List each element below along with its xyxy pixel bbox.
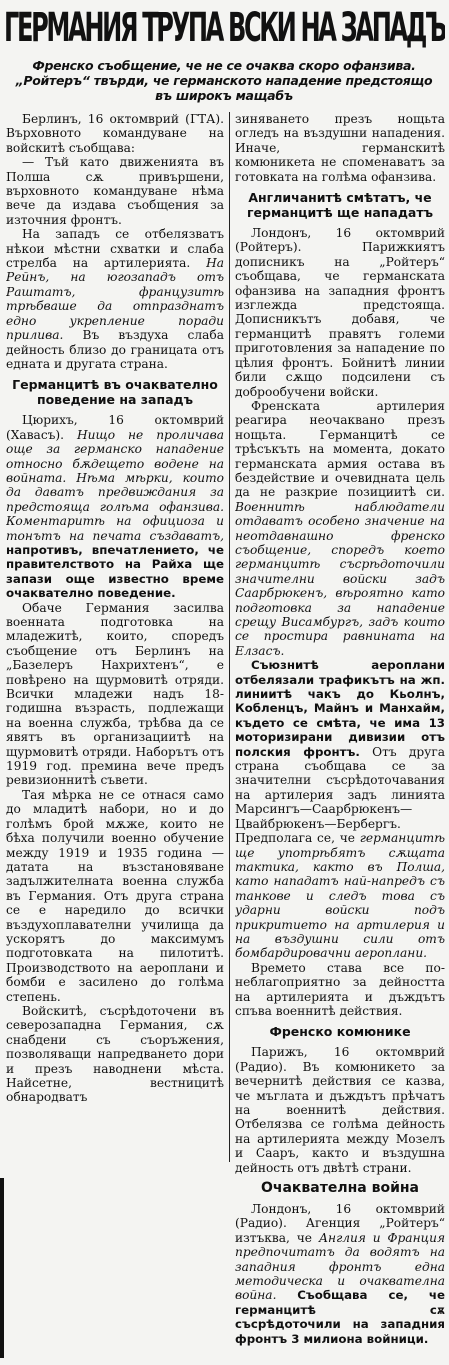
paragraph — [6, 112, 224, 155]
right-column — [235, 112, 445, 1360]
headline: ГЕРМАНИЯ ТРУПА ВСКИ НА ЗАПАДЪ — [4, 5, 445, 51]
paragraph — [235, 1202, 445, 1346]
paragraph-text: На западъ се отбелязватъ нѣкои мѣстни схватки и слаба стрелба на артилерията. — [6, 227, 224, 271]
paragraph-text: Френската артилерия реагира неочаквано презъ нощьта. Германцитѣ се трѣсъкъть на момента, докато германската армия остава въ бездействие и очевидната цель да не разкрие позициитѣ си. — [235, 398, 445, 500]
paragraph: Обаче Германия засилва военната подготовка на младежитѣ, които, споредъ съобщение отъ Берлинъ на „Базелеръ Нахрихтенъ“, е повѣрено на щурмовитѣ отряди. Всички младежи надъ 18-годишна възрасть, подлежащи на военна служба, трѣбва да се явятъ въ организациитѣ на щурмовитѣ отряди. Наборътъ отъ 1919 год. премина вече предъ ревизионнитѣ съвети. — [6, 600, 224, 788]
paragraph: — Тъй като движенията въ Полша сѫ привършени, върховното командуване нѣма вече да издава съобщения за източния фронтъ. — [6, 155, 224, 227]
subheadline: Френско съобщение, че не се очаква скоро офанзива. „Ройтеръ“ твърди, че германското нападение предстоящо въ широкъ мащабъ — [15, 58, 433, 103]
paragraph: Тая мѣрка не се отнася само до младитѣ набори, но и до голѣмъ брой мѫже, които не бѣха получили военно обучение между 1919 и 1935 година — датата на възстановяване задължителната военна служба въ Германия. Отъ друга страна се е наредило до всички въздухоплавателни училища да ускорятъ до максимумъ подготовката на пилотитѣ. Производството на аероплани и бомби е засилено до голѣма степень. — [6, 787, 224, 1004]
paragraph — [235, 399, 445, 658]
section-heading: Англичанитѣ смѣтатъ, че германцитѣ ще нападатъ — [246, 190, 434, 221]
dateline: Цюрихъ, 16 октомврий (Хавасъ). — [6, 413, 224, 442]
italic-text: Военнитѣ наблюдатели отдаватъ особено значение на неотдавнашно френско съобщение, споредъ което германцитѣ съсрѣдоточили значителни войски задъ Саарбрюкенъ, вѣроятно като подготовка за нападение срещу Висамбургъ, задъ които се простира равнината на Елзасъ. — [235, 499, 445, 658]
paragraph-text: Върховното командуване на войскитѣ съобщава: — [6, 126, 224, 155]
bold-text: напротивъ, впечатлението, че правителството на Райха ще запази още известно време очаквателно поведение. — [6, 542, 224, 601]
italic-text: германцитѣ ще употрѣбятъ сѫщата тактика, както въ Полша, като нападатъ най-напредъ съ танкове и следъ това съ ударни войски подъ прикритието на артилерия и на въздушни сили отъ бомбардировачни аероплани. — [235, 831, 445, 961]
paragraph — [6, 413, 224, 600]
headline-area — [0, 0, 449, 56]
paragraph-text: Отъ друга страна съобщава се за значителни съсрѣдоточавания на артилерия задъ линията Марсингъ—Саарбрюкенъ—Цвайбрюкенъ—Бербергъ. Предполага се, че — [235, 744, 445, 846]
dateline: Лондонъ, 16 октомврий (Ройтеръ). — [235, 226, 445, 255]
left-column — [6, 112, 224, 1360]
section-heading: Очаквателна война — [260, 1180, 420, 1197]
column-divider — [229, 112, 230, 1162]
left-margin-fragment — [0, 1178, 4, 1358]
paragraph-text: Въ въздуха слаба дейность близо до границата отъ едната и другата страна. — [6, 328, 224, 371]
dateline: Берлинъ, 16 октомврий (ГТА). — [22, 112, 224, 126]
section-heading: Германцитѣ въ очаквателно поведение на западъ — [12, 377, 218, 408]
section-heading: Френско комюнике — [269, 1024, 411, 1040]
dateline: Парижъ, 16 октомврий (Радио). — [235, 1045, 445, 1074]
dateline: Лондонъ, 16 октомврий (Радио). — [235, 1202, 445, 1231]
paragraph — [6, 227, 224, 371]
paragraph — [235, 658, 445, 961]
paragraph — [235, 1045, 445, 1175]
italic-text: Англия и Франция предпочитатъ да водятъ на западния фронтъ една методическа и очаквателна война. — [235, 1230, 445, 1303]
bold-text: Съюзнитѣ аероплани отбелязали трафикътъ на жп. линиитѣ чакъ до Кьолнъ, Кобленцъ, Майнъ и Манхайм, където се смѣта, че има 13 моторизирани дивизии отъ полския фронтъ. — [235, 658, 445, 759]
paragraph: зиняването презъ нощьта огледъ на въздушни нападения. Иначе, германскитѣ комюникета не споменаватъ за готовката на голѣма офанзива. — [235, 112, 445, 184]
italic-text: Нищо не проличава още за германско нападение относно бѫдещето водене на войната. Нѣма мѣрки, които да даватъ предвиждания за предстояща голѣма офанзива. Коментаритѣ на официоза и тонътъ на печата създаватъ, — [6, 427, 224, 543]
paragraph-text: Парижкиятъ дописникъ на „Ройтеръ“ съобщава, че германската офанзива на западния фронтъ изглежда предстояща. Дописникътъ добавя, че германцитѣ правятъ големи приготовления за нападение по цѣлия фронтъ. Бойнитѣ линии били сѫщо подсилени съ доброобучени войски. — [235, 240, 445, 399]
italic-text: На Рейнъ, на югозападъ отъ Раштатъ, французитѣ трѣбваше да отпразднатъ едно укрепление поради прилива. — [6, 256, 224, 343]
paragraph-text: Агенция „Ройтеръ“ изтъква, че — [235, 1216, 445, 1245]
paragraph: Войскитѣ, съсрѣдоточени въ северозападна Германия, сѫ снабдени съ съоръжения, позволяващи напредването дори и презъ наводнени мѣста. Найсетне, вестницитѣ обнародватъ — [6, 1003, 224, 1105]
paragraph-text: Въ комюникето за вечернитѣ действия се казва, че мъглата и дъждътъ прѣчатъ на военнитѣ действия. Отбелязва се голѣма дейность на артилерията между Мозелъ и Сааръ, както и въздушна дейность отъ двѣтѣ страни. — [235, 1059, 445, 1175]
bold-text: Съобщава се, че германцитѣ сѫ съсрѣдоточили на западния фронтъ 3 милиона войници. — [235, 1288, 445, 1346]
paragraph — [235, 226, 445, 399]
paragraph: Времето става все по-неблагоприятно за дейността на артилерията и дъждътъ спъва военнитѣ действия. — [235, 960, 445, 1018]
